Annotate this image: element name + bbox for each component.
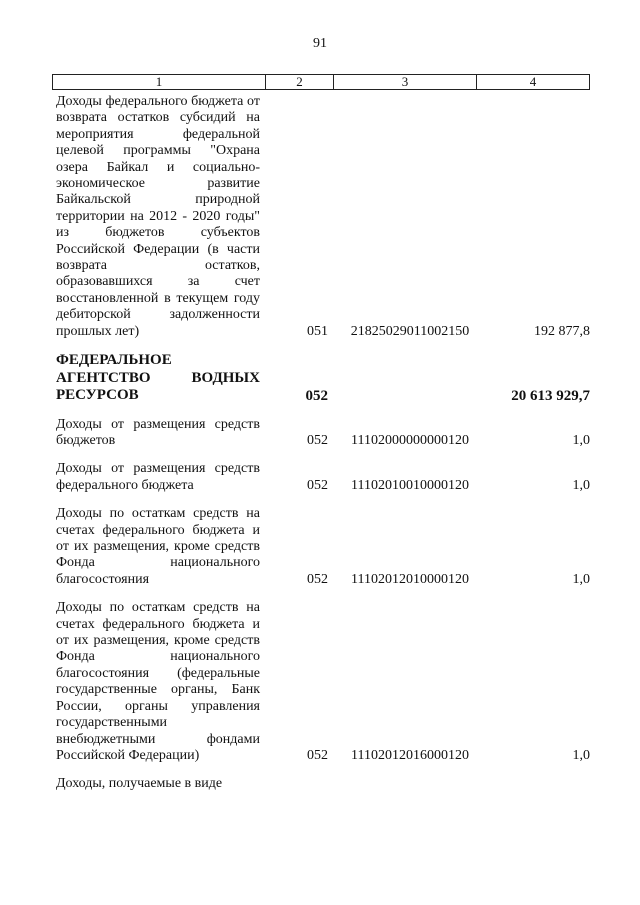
row-admin-code: 052 [307,477,328,493]
row-revenue-code: 11102012010000120 [351,571,469,587]
row-revenue-code: 11102012016000120 [351,747,469,763]
agency-admin-code: 052 [305,388,328,405]
table-row [56,506,590,588]
row-name: Доходы по остаткам средств на счетах федерального бюджета и от их размещения, кроме средств Фонда национального благосостояния [56,506,260,587]
row-admin-code: 052 [307,571,328,587]
row-amount: 1,0 [572,433,590,448]
header-col-4: 4 [529,74,537,89]
table-body [56,94,590,805]
row-amount: 1,0 [572,747,590,763]
row-amount: 192 877,8 [534,323,590,339]
table-row-agency [56,352,590,405]
row-admin-code: 052 [307,433,328,448]
agency-amount: 20 613 929,7 [511,388,590,405]
header-col-3: 3 [334,75,477,89]
row-admin-code: 051 [307,323,328,339]
row-revenue-code: 21825029011002150 [350,323,470,339]
table-row-continued [56,776,590,792]
row-revenue-code: 11102000000000120 [351,433,469,448]
header-col-1: 1 [53,75,266,89]
table-row [56,94,590,340]
row-amount: 1,0 [572,477,590,493]
row-revenue-code: 11102010010000120 [351,477,469,493]
table-row [56,461,590,494]
table-row [56,417,590,450]
row-name: Доходы, получаемые в виде [56,776,223,792]
table-row [56,600,590,764]
row-name: Доходы федерального бюджета от возврата остатков субсидий на мероприятия федеральной целевой программы "Охрана озера Байкал и социально-экономическое развитие Байкальской природной территории на 2012 - 2020 годы" из бюджетов субъектов Российской Федерации (в части возврата остатков, образовавшихся за счет восстановленной в текущем году дебиторской задолженности прошлых лет) [56,94,260,339]
agency-name: ФЕДЕРАЛЬНОЕ АГЕНТСТВО ВОДНЫХ РЕСУРСОВ [56,352,260,404]
header-col-2: 2 [266,75,334,89]
row-amount: 1,0 [572,571,590,587]
row-admin-code: 052 [307,747,328,763]
row-name: Доходы по остаткам средств на счетах федерального бюджета и от их размещения, кроме средств Фонда национального благосостояния (федеральные государственные органы, Банк России, органы управления государственными внебюджетными фондами Российской Федерации) [56,600,260,763]
table-header [52,74,590,90]
row-name: Доходы от размещения средств федерального бюджета [56,461,260,493]
page-number: 91 [313,36,327,51]
row-name: Доходы от размещения средств бюджетов [56,416,260,448]
